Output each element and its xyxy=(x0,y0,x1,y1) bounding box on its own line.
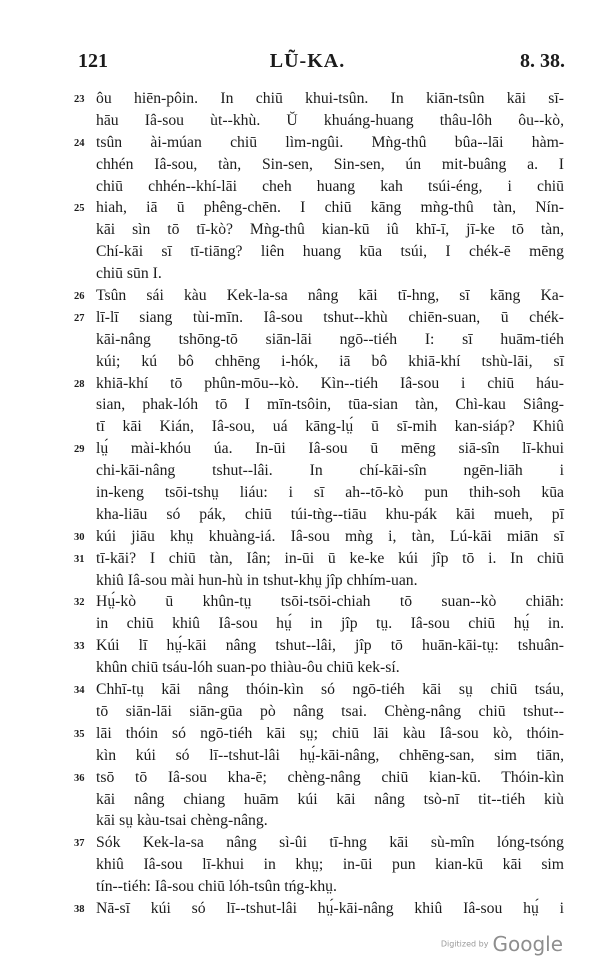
text-line xyxy=(0,832,615,854)
text-line xyxy=(0,307,615,329)
text-line xyxy=(0,679,615,701)
text-line xyxy=(0,591,615,613)
line-text: kāi sṳ kàu-tsai chèng-nâng. xyxy=(96,812,268,830)
line-text: chhén Iâ-sou, tàn, Sin-sen, Sin-sen, ún mit-buâng a. I xyxy=(96,155,564,173)
line-text: kha-liāu só pák, chiū túi-tǹg--tiāu khu-pák kāi mueh, pī xyxy=(96,505,564,523)
text-line xyxy=(0,504,615,526)
text-line xyxy=(0,789,615,811)
line-text: kúi jiāu khṳ khuàng-iá. Iâ-sou mǹg i, tàn, Lú-kāi miān sī xyxy=(96,527,564,545)
text-line xyxy=(0,197,615,219)
line-text: kāi sìn tō tī-kò? Mǹg-thû kian-kū iû khī-ī, jī-ke tō tàn, xyxy=(96,221,564,239)
running-title: LŨ-KA. xyxy=(269,50,346,72)
line-text: lāi thóin só ngō-tiéh kāi sṳ; chiū lāi kàu Iâ-sou kò, thóin- xyxy=(96,724,564,742)
page-header xyxy=(0,50,615,74)
line-text: khiā-khí tō phûn-mōu--kò. Kìn--tiéh Iâ-sou i chiū háu- xyxy=(96,374,564,392)
line-text: chiū chhén--khí-lāi cheh huang kah tsúi-éng, i chiū xyxy=(96,177,564,195)
line-text: chiū sūn I. xyxy=(96,265,162,283)
line-text: in chiū khiû Iâ-sou hṳ́ in jîp tṳ. Iâ-sou chiū hṳ́ in. xyxy=(96,615,564,633)
text-line xyxy=(0,635,615,657)
text-line xyxy=(0,898,615,920)
line-text: in-keng tsōi-tshṳ liáu: i sī ah--tō-kò pun thih-soh kūa xyxy=(96,484,564,502)
line-text: tsō tō Iâ-sou kha-ē; chèng-nâng chiū kian-kū. Thóin-kìn xyxy=(96,768,564,786)
line-text: tī-kāi? I chiū tàn, Iân; in-ūi ū ke-ke kúi jîp tō i. In chiū xyxy=(96,549,564,567)
line-text: Tsûn sái kàu Kek-la-sa nâng kāi tī-hng, sī kāng Ka- xyxy=(96,287,564,305)
line-text: tī kāi Kián, Iâ-sou, uá kāng-lṳ́ ū sī-mih kan-siáp? Khiû xyxy=(96,418,564,436)
text-line xyxy=(0,767,615,789)
verse-number: 34 xyxy=(74,685,85,697)
line-text: ôu hiēn-pôin. In chiū khui-tsûn. In kiān-tsûn kāi sī- xyxy=(96,90,564,107)
digitized-by-label: Digitized by xyxy=(440,939,489,949)
text-line xyxy=(0,416,615,438)
verse-number: 33 xyxy=(74,641,85,653)
text-line xyxy=(0,526,615,548)
text-line xyxy=(0,701,615,723)
line-text: Nā-sī kúi só lī--tshut-lâi hṳ́-kāi-nâng khiû Iâ-sou hṳ́ i xyxy=(96,899,564,917)
verse-number: 37 xyxy=(74,838,85,850)
text-line xyxy=(0,810,615,832)
page-number: 121 xyxy=(78,50,108,72)
text-line xyxy=(0,110,615,132)
verse-number: 32 xyxy=(74,597,85,609)
verse-number: 29 xyxy=(74,444,85,456)
line-text: kāi-nâng tshōng-tō siān-lāi ngō--tiéh I: sī huām-tiéh xyxy=(96,330,564,348)
line-text: Hṳ́-kò ū khûn-tṳ tsōi-tsōi-chiah tō suan--kò chiāh: xyxy=(96,593,564,611)
verse-number: 31 xyxy=(74,553,85,565)
text-line xyxy=(0,351,615,373)
text-line xyxy=(0,263,615,285)
line-text: khiû Iâ-sou lī-khui in khṳ; in-ūi pun kian-kū kāi sim xyxy=(96,856,564,874)
verse-number: 26 xyxy=(74,291,85,303)
line-text: tsûn ài-múan chiū lìm-ngûi. Mǹg-thû bûa--lāi hàm- xyxy=(96,133,564,151)
digitization-watermark xyxy=(441,932,563,956)
verse-number: 27 xyxy=(74,312,85,324)
line-text: Sók Kek-la-sa nâng sì-ûi tī-hng kāi sù-mîn lóng-tsóng xyxy=(96,834,564,852)
text-line xyxy=(0,482,615,504)
text-line xyxy=(0,285,615,307)
text-line xyxy=(0,613,615,635)
line-text: sian, phak-lóh tō I mīn-tsôin, tūa-sian tàn, Chì-kau Siâng- xyxy=(96,396,564,414)
google-logo: Google xyxy=(492,932,563,956)
line-text: Chí-kāi sī tī-tiāng? liên huang kūa tsúi, I chék-ē mēng xyxy=(96,243,564,261)
text-line xyxy=(0,219,615,241)
line-text: kāi nâng chiang huām kúi kāi nâng tsò-nī tit--tiéh kiù xyxy=(96,790,564,808)
verse-number: 25 xyxy=(74,203,85,215)
verse-number: 24 xyxy=(74,137,85,149)
text-line xyxy=(0,460,615,482)
line-text: Chhī-tṳ kāi nâng thóin-kìn só ngō-tiéh kāi sṳ chiū tsáu, xyxy=(96,681,564,699)
text-line xyxy=(0,132,615,154)
verse-number: 28 xyxy=(74,378,85,390)
text-line xyxy=(0,570,615,592)
text-line xyxy=(0,176,615,198)
line-text: kìn kúi só lī--tshut-lâi hṳ́-kāi-nâng, chhēng-san, sim tiān, xyxy=(96,746,564,764)
verse-number: 38 xyxy=(74,903,85,915)
text-line xyxy=(0,154,615,176)
verse-number: 23 xyxy=(74,94,85,105)
text-line xyxy=(0,241,615,263)
text-line xyxy=(0,723,615,745)
line-text: hāu Iâ-sou ùt--khù. Ŭ khuáng-huang thâu-lôh ôu--kò, xyxy=(96,111,564,129)
line-text: tō siān-lāi siān-gūa pò nâng tsai. Chèng-nâng chiū tshut-- xyxy=(96,702,564,720)
text-line xyxy=(0,657,615,679)
text-line xyxy=(0,329,615,351)
verse-number: 30 xyxy=(74,531,85,543)
text-line xyxy=(0,88,615,110)
text-line xyxy=(0,438,615,460)
text-line xyxy=(0,394,615,416)
line-text: Kúi lī hṳ́-kāi nâng tshut--lâi, jîp tō huān-kāi-tṳ: tshuân- xyxy=(96,637,564,655)
text-line xyxy=(0,854,615,876)
line-text: khûn chiū tsáu-lóh suan-po thiàu-ôu chiū kek-sí. xyxy=(96,659,400,677)
text-line xyxy=(0,373,615,395)
text-line xyxy=(0,876,615,898)
chapter-verse-reference: 8. 38. xyxy=(520,50,565,72)
line-text: lī-lī siang tùi-mīn. Iâ-sou tshut--khù chiēn-suan, ū chék- xyxy=(96,308,564,326)
verse-number: 35 xyxy=(74,728,85,740)
line-text: hiah, iā ū phêng-chēn. I chiū kāng mǹg-thû tàn, Nín- xyxy=(96,199,564,217)
line-text: khiû Iâ-sou mài hun-hù in tshut-khṳ jîp chhím-uan. xyxy=(96,571,418,589)
line-text: lṳ́ mài-khóu úa. In-ūi Iâ-sou ū mēng siā-sîn lī-khui xyxy=(96,440,564,458)
text-line xyxy=(0,745,615,767)
line-text: tín--tiéh: Iâ-sou chiū lóh-tsûn tńg-khṳ. xyxy=(96,878,337,896)
line-text: kúi; kú bô chhēng i-hók, iā bô khiā-khí tshù-lāi, sī xyxy=(96,352,564,370)
verse-number: 36 xyxy=(74,772,85,784)
text-line xyxy=(0,548,615,570)
scripture-text xyxy=(0,88,615,920)
line-text: chi-kāi-nâng tshut--lâi. In chí-kāi-sîn ngēn-liāh i xyxy=(96,462,564,480)
